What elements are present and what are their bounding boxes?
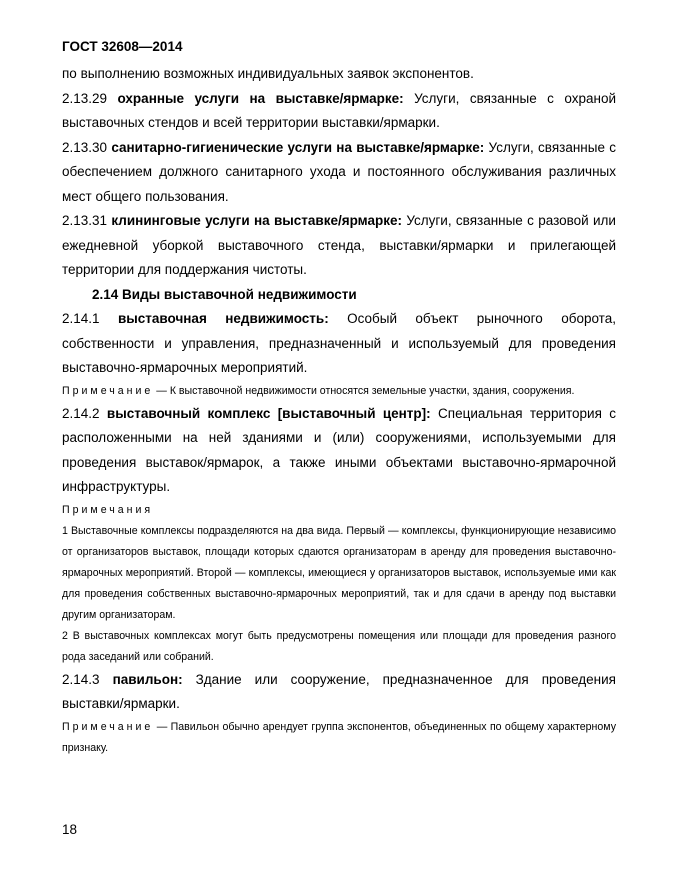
term-title: павильон:	[112, 671, 183, 687]
term-2-13-30	[62, 136, 616, 210]
note-text: — Павильон обычно арендует группа экспонентов, объединенных по общему характерному признаку.	[62, 720, 616, 754]
term-number: 2.13.30	[62, 139, 108, 155]
term-definition: Особый объект рыночного оборота, собственности и управления, предназначенный и используемый для проведения выставочно-ярмарочных мероприятий.	[62, 311, 616, 375]
document-page	[62, 38, 616, 759]
note-2-14-1	[62, 381, 616, 402]
term-title: выставочная недвижимость:	[117, 311, 329, 326]
term-definition: Услуги, связанные с разовой или ежедневной уборкой выставочного стенда, выставки/ярмарки и прилегающей территории для поддержания чистоты.	[62, 213, 616, 277]
term-title: выставочный комплекс [выставочный центр]:	[106, 405, 431, 421]
term-number: 2.14.1	[62, 311, 100, 326]
note-2-14-3	[62, 717, 616, 759]
term-number: 2.13.31	[62, 213, 108, 228]
term-definition: Услуги, связанные с обеспечением должного санитарного ухода и постоянного обслуживания различных мест общего пользования.	[62, 139, 616, 204]
term-title: охранные услуги на выставке/ярмарке:	[117, 90, 404, 106]
section-heading: 2.14 Виды выставочной недвижимости	[92, 286, 357, 302]
term-title: санитарно-гигиенические услуги на выставке/ярмарке:	[111, 139, 485, 155]
term-definition: Услуги, связанные с охраной выставочных стендов и всей территории выставки/ярмарки.	[62, 90, 617, 130]
note-label: Примечания	[62, 503, 154, 516]
notes-label	[62, 500, 616, 521]
term-definition: Здание или сооружение, предназначенное для проведения выставки/ярмарки.	[62, 671, 616, 711]
term-title: клининговые услуги на выставке/ярмарке:	[111, 213, 402, 228]
term-2-14-2	[62, 402, 616, 500]
term-definition: Специальная территория с расположенными на ней зданиями и (или) сооружениями, используемыми для проведения выставок/ярмарок, а также иными объектами выставочно-ярмарочной инфраструктуры.	[62, 405, 616, 494]
term-2-14-3	[62, 668, 616, 717]
document-header: ГОСТ 32608—2014	[62, 39, 183, 54]
term-number: 2.14.2	[62, 405, 100, 421]
continuation-line: по выполнению возможных индивидуальных заявок экспонентов.	[62, 66, 474, 81]
note-item-2: 2 В выставочных комплексах могут быть предусмотрены помещения или площади для проведения разного рода заседаний или собраний.	[62, 629, 616, 663]
note-text: — К выставочной недвижимости относятся земельные участки, здания, сооружения.	[156, 384, 575, 397]
note-label: Примечание	[62, 720, 154, 733]
note-item-1: 1 Выставочные комплексы подразделяются на два вида. Первый — комплексы, функционирующие независимо от организаторов выставок, площади которых сдаются организаторам в аренду для проведения выставочно-ярмарочных мероприятий. Второй — комплексы, имеющиеся у организаторов выставок, используемые ими как для проведения собственных выставочно-ярмарочных мероприятий, так и для сдачи в аренду под выставки другим организаторам.	[62, 524, 616, 621]
term-number: 2.13.29	[62, 90, 108, 106]
term-2-14-1	[62, 307, 616, 381]
term-2-13-31	[62, 209, 616, 283]
term-number: 2.14.3	[62, 671, 100, 687]
page-number: 18	[62, 822, 78, 837]
note-label: Примечание	[62, 384, 154, 397]
term-2-13-29	[62, 87, 616, 136]
